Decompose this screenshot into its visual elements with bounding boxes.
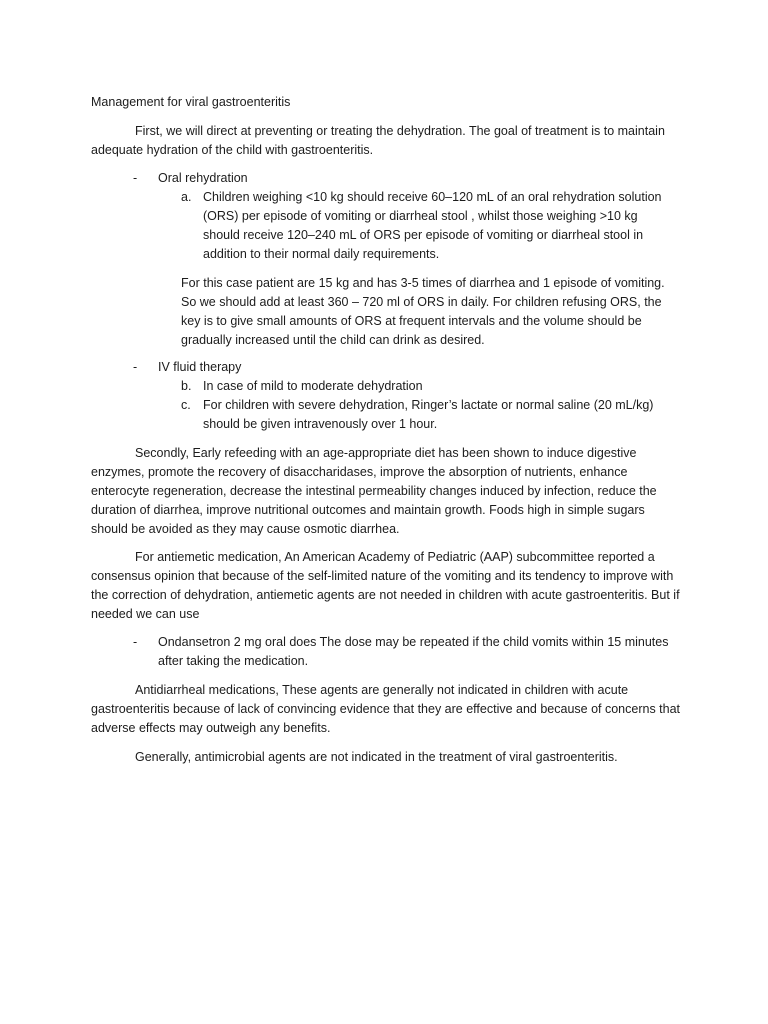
sub-item-text: Children weighing <10 kg should receive 60–120 mL of an oral rehydration solution (ORS) per episode of vomiting or diarrheal stool , whilst those weighing >10 kg should receive 120–240 mL of ORS per episode of vomiting or diarrheal stool in addition to their normal daily requirements. bbox=[203, 190, 662, 261]
list-item-label: Oral rehydration bbox=[158, 171, 248, 185]
list-item-text: Ondansetron 2 mg oral does The dose may be repeated if the child vomits within 15 minutes after taking the medication. bbox=[158, 635, 669, 668]
paragraph-dehydration-intro: First, we will direct at preventing or treating the dehydration. The goal of treatment is to maintain adequate hydration of the child with gastroenteritis. bbox=[91, 124, 665, 157]
sub-item-text: In case of mild to moderate dehydration bbox=[203, 379, 423, 393]
case-note-paragraph: For this case patient are 15 kg and has 3-5 times of diarrhea and 1 episode of vomiting. So we should add at least 360 – 720 ml of ORS in daily. For children refusing ORS, the key is to give small amounts of ORS at frequent intervals and the volume should be gradually increased until the child can drink as desired. bbox=[181, 276, 665, 347]
paragraph-antimicrobial: Generally, antimicrobial agents are not indicated in the treatment of viral gastroenteritis. bbox=[135, 750, 618, 764]
sub-item-a bbox=[181, 188, 671, 264]
paragraph-antiemetic: For antiemetic medication, An American Academy of Pediatric (AAP) subcommittee reported a consensus opinion that because of the self-limited nature of the vomiting and its tendency to improve with the correction of dehydration, antiemetic agents are not needed in children with acute gastroenteritis. But if needed we can use bbox=[91, 550, 680, 621]
sub-item-marker: b. bbox=[181, 379, 192, 393]
list-item-iv-fluid bbox=[133, 358, 693, 377]
list-item-oral-rehydration bbox=[133, 169, 693, 188]
sub-item-marker: c. bbox=[181, 398, 191, 412]
sub-item-b bbox=[181, 377, 671, 396]
paragraph-antidiarrheal: Antidiarrheal medications, These agents are generally not indicated in children with acute gastroenteritis because of lack of convincing evidence that they are effective and because of concerns that adverse effects may outweigh any benefits. bbox=[91, 683, 681, 735]
bullet-dash: - bbox=[133, 171, 138, 185]
bullet-dash: - bbox=[133, 360, 138, 374]
bullet-dash: - bbox=[133, 635, 138, 649]
sub-item-marker: a. bbox=[181, 190, 192, 204]
list-item-label: IV fluid therapy bbox=[158, 360, 242, 374]
sub-item-text: For children with severe dehydration, Ringer’s lactate or normal saline (20 mL/kg) should be given intravenously over 1 hour. bbox=[203, 398, 654, 431]
sub-item-c bbox=[181, 396, 671, 434]
paragraph-refeeding: Secondly, Early refeeding with an age-appropriate diet has been shown to induce digestive enzymes, promote the recovery of disaccharidases, improve the absorption of nutrients, enhance enterocyte regeneration, decrease the intestinal permeability changes induced by infection, reduce the duration of diarrhea, improve nutritional outcomes and maintain growth. Foods high in simple sugars should be avoided as they may cause osmotic diarrhea. bbox=[91, 446, 657, 536]
list-item-ondansetron bbox=[133, 633, 693, 671]
document-title: Management for viral gastroenteritis bbox=[91, 95, 291, 109]
